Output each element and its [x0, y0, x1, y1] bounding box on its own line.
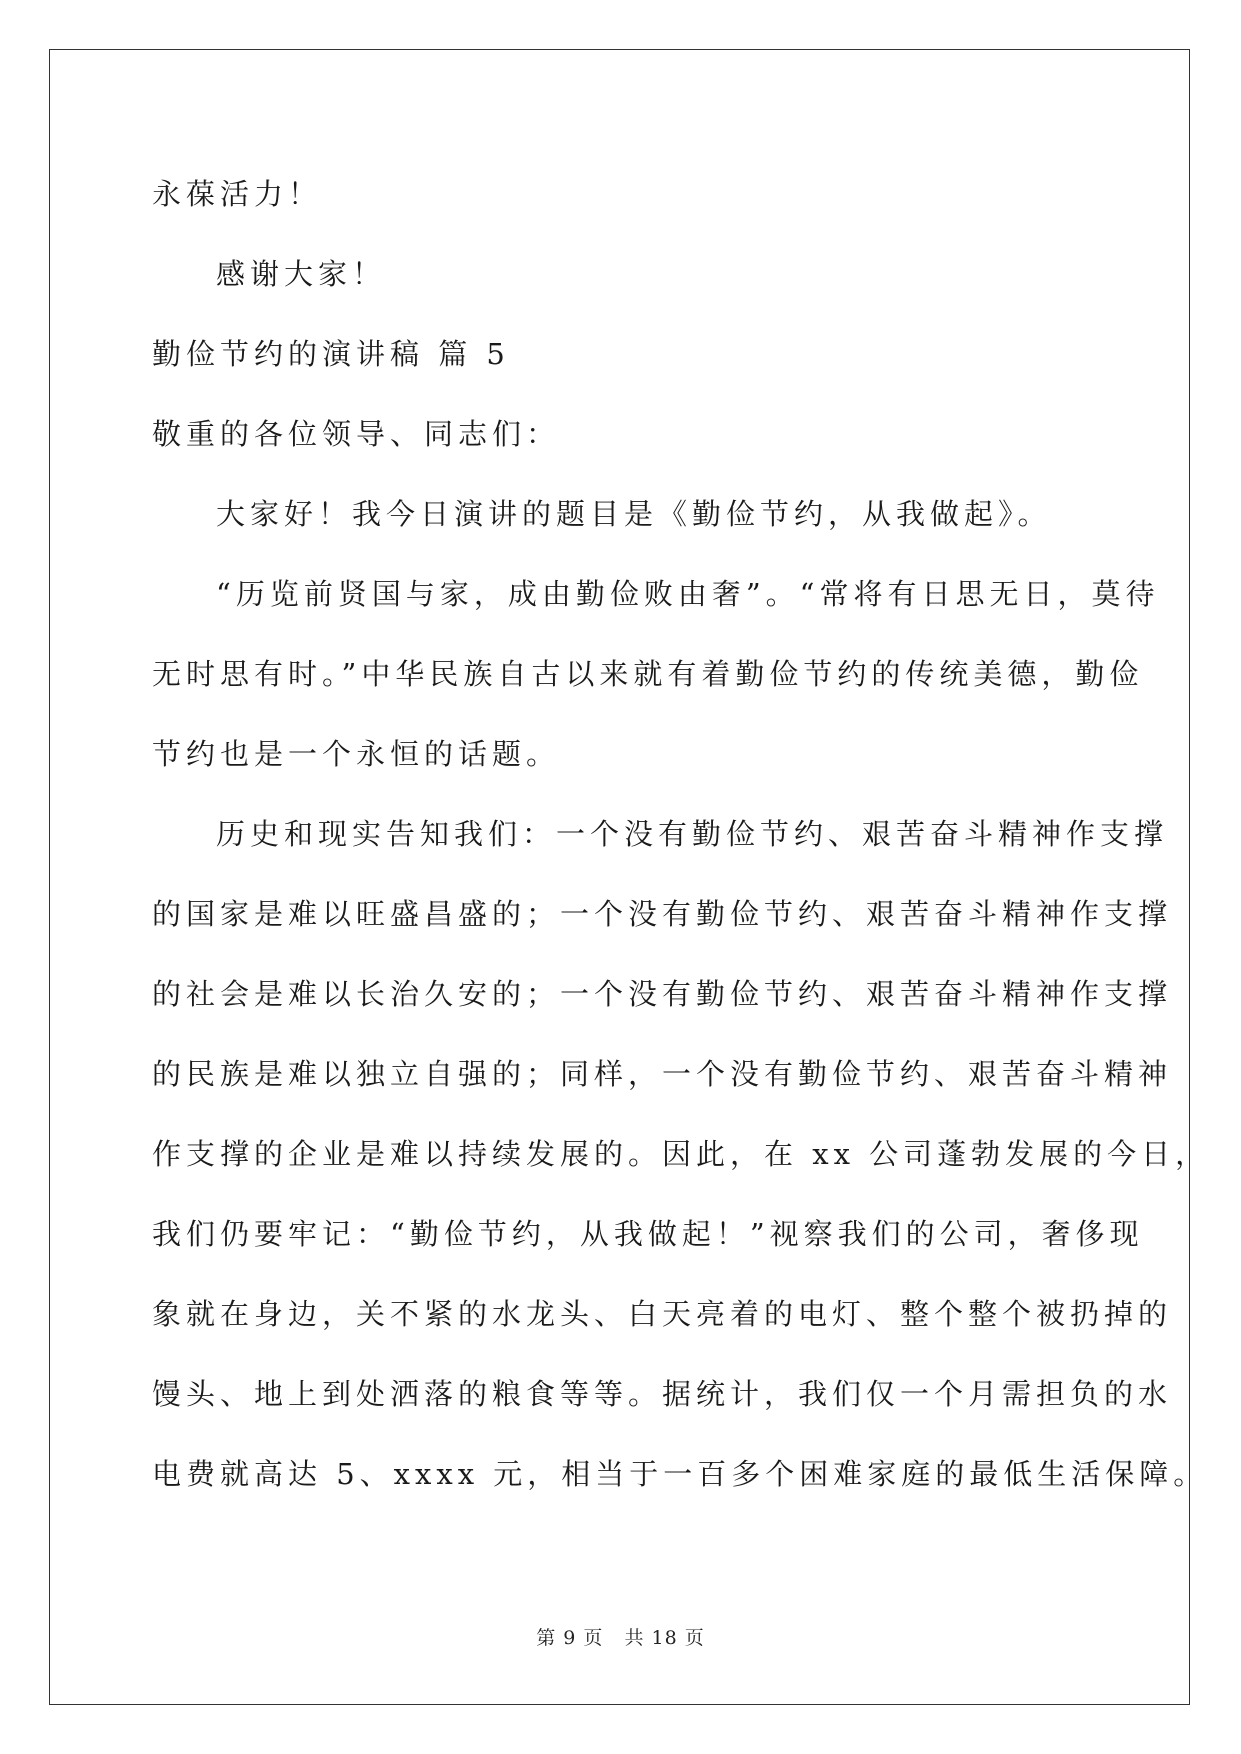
text-line: 电费就高达 5、xxxx 元，相当于一百多个困难家庭的最低生活保障。 [152, 1457, 1208, 1491]
salutation: 敬重的各位领导、同志们： [152, 417, 561, 451]
page-footer [0, 1626, 1241, 1650]
text-line: 无时思有时。”中华民族自古以来就有着勤俭节约的传统美德，勤俭 [152, 657, 1144, 691]
text-line: “历览前贤国与家，成由勤俭败由奢”。“常将有日思无日，莫待 [216, 577, 1160, 611]
text-line: 节约也是一个永恒的话题。 [152, 737, 561, 771]
text-line: 感谢大家！ [216, 257, 387, 291]
text-line: 大家好！我今日演讲的题目是《勤俭节约，从我做起》。 [216, 497, 1052, 531]
text-line: 馒头、地上到处洒落的粮食等等。据统计，我们仅一个月需担负的水 [152, 1377, 1173, 1411]
text-line: 的社会是难以长治久安的；一个没有勤俭节约、艰苦奋斗精神作支撑 [152, 977, 1173, 1011]
text-line: 的国家是难以旺盛昌盛的；一个没有勤俭节约、艰苦奋斗精神作支撑 [152, 897, 1173, 931]
document-body [152, 154, 1210, 1514]
text-line: 永葆活力！ [152, 177, 323, 211]
text-line: 作支撑的企业是难以持续发展的。因此，在 xx 公司蓬勃发展的今日， [152, 1137, 1210, 1171]
text-line: 象就在身边，关不紧的水龙头、白天亮着的电灯、整个整个被扔掉的 [152, 1297, 1173, 1331]
page-number-label: 第 9 页 共 18 页 [536, 1627, 705, 1649]
text-line: 历史和现实告知我们：一个没有勤俭节约、艰苦奋斗精神作支撑 [216, 817, 1169, 851]
section-heading: 勤俭节约的演讲稿 篇 5 [152, 337, 510, 371]
text-line: 的民族是难以独立自强的；同样，一个没有勤俭节约、艰苦奋斗精神 [152, 1057, 1173, 1091]
text-line: 我们仍要牢记：“勤俭节约，从我做起！”视察我们的公司，奢侈现 [152, 1217, 1144, 1251]
